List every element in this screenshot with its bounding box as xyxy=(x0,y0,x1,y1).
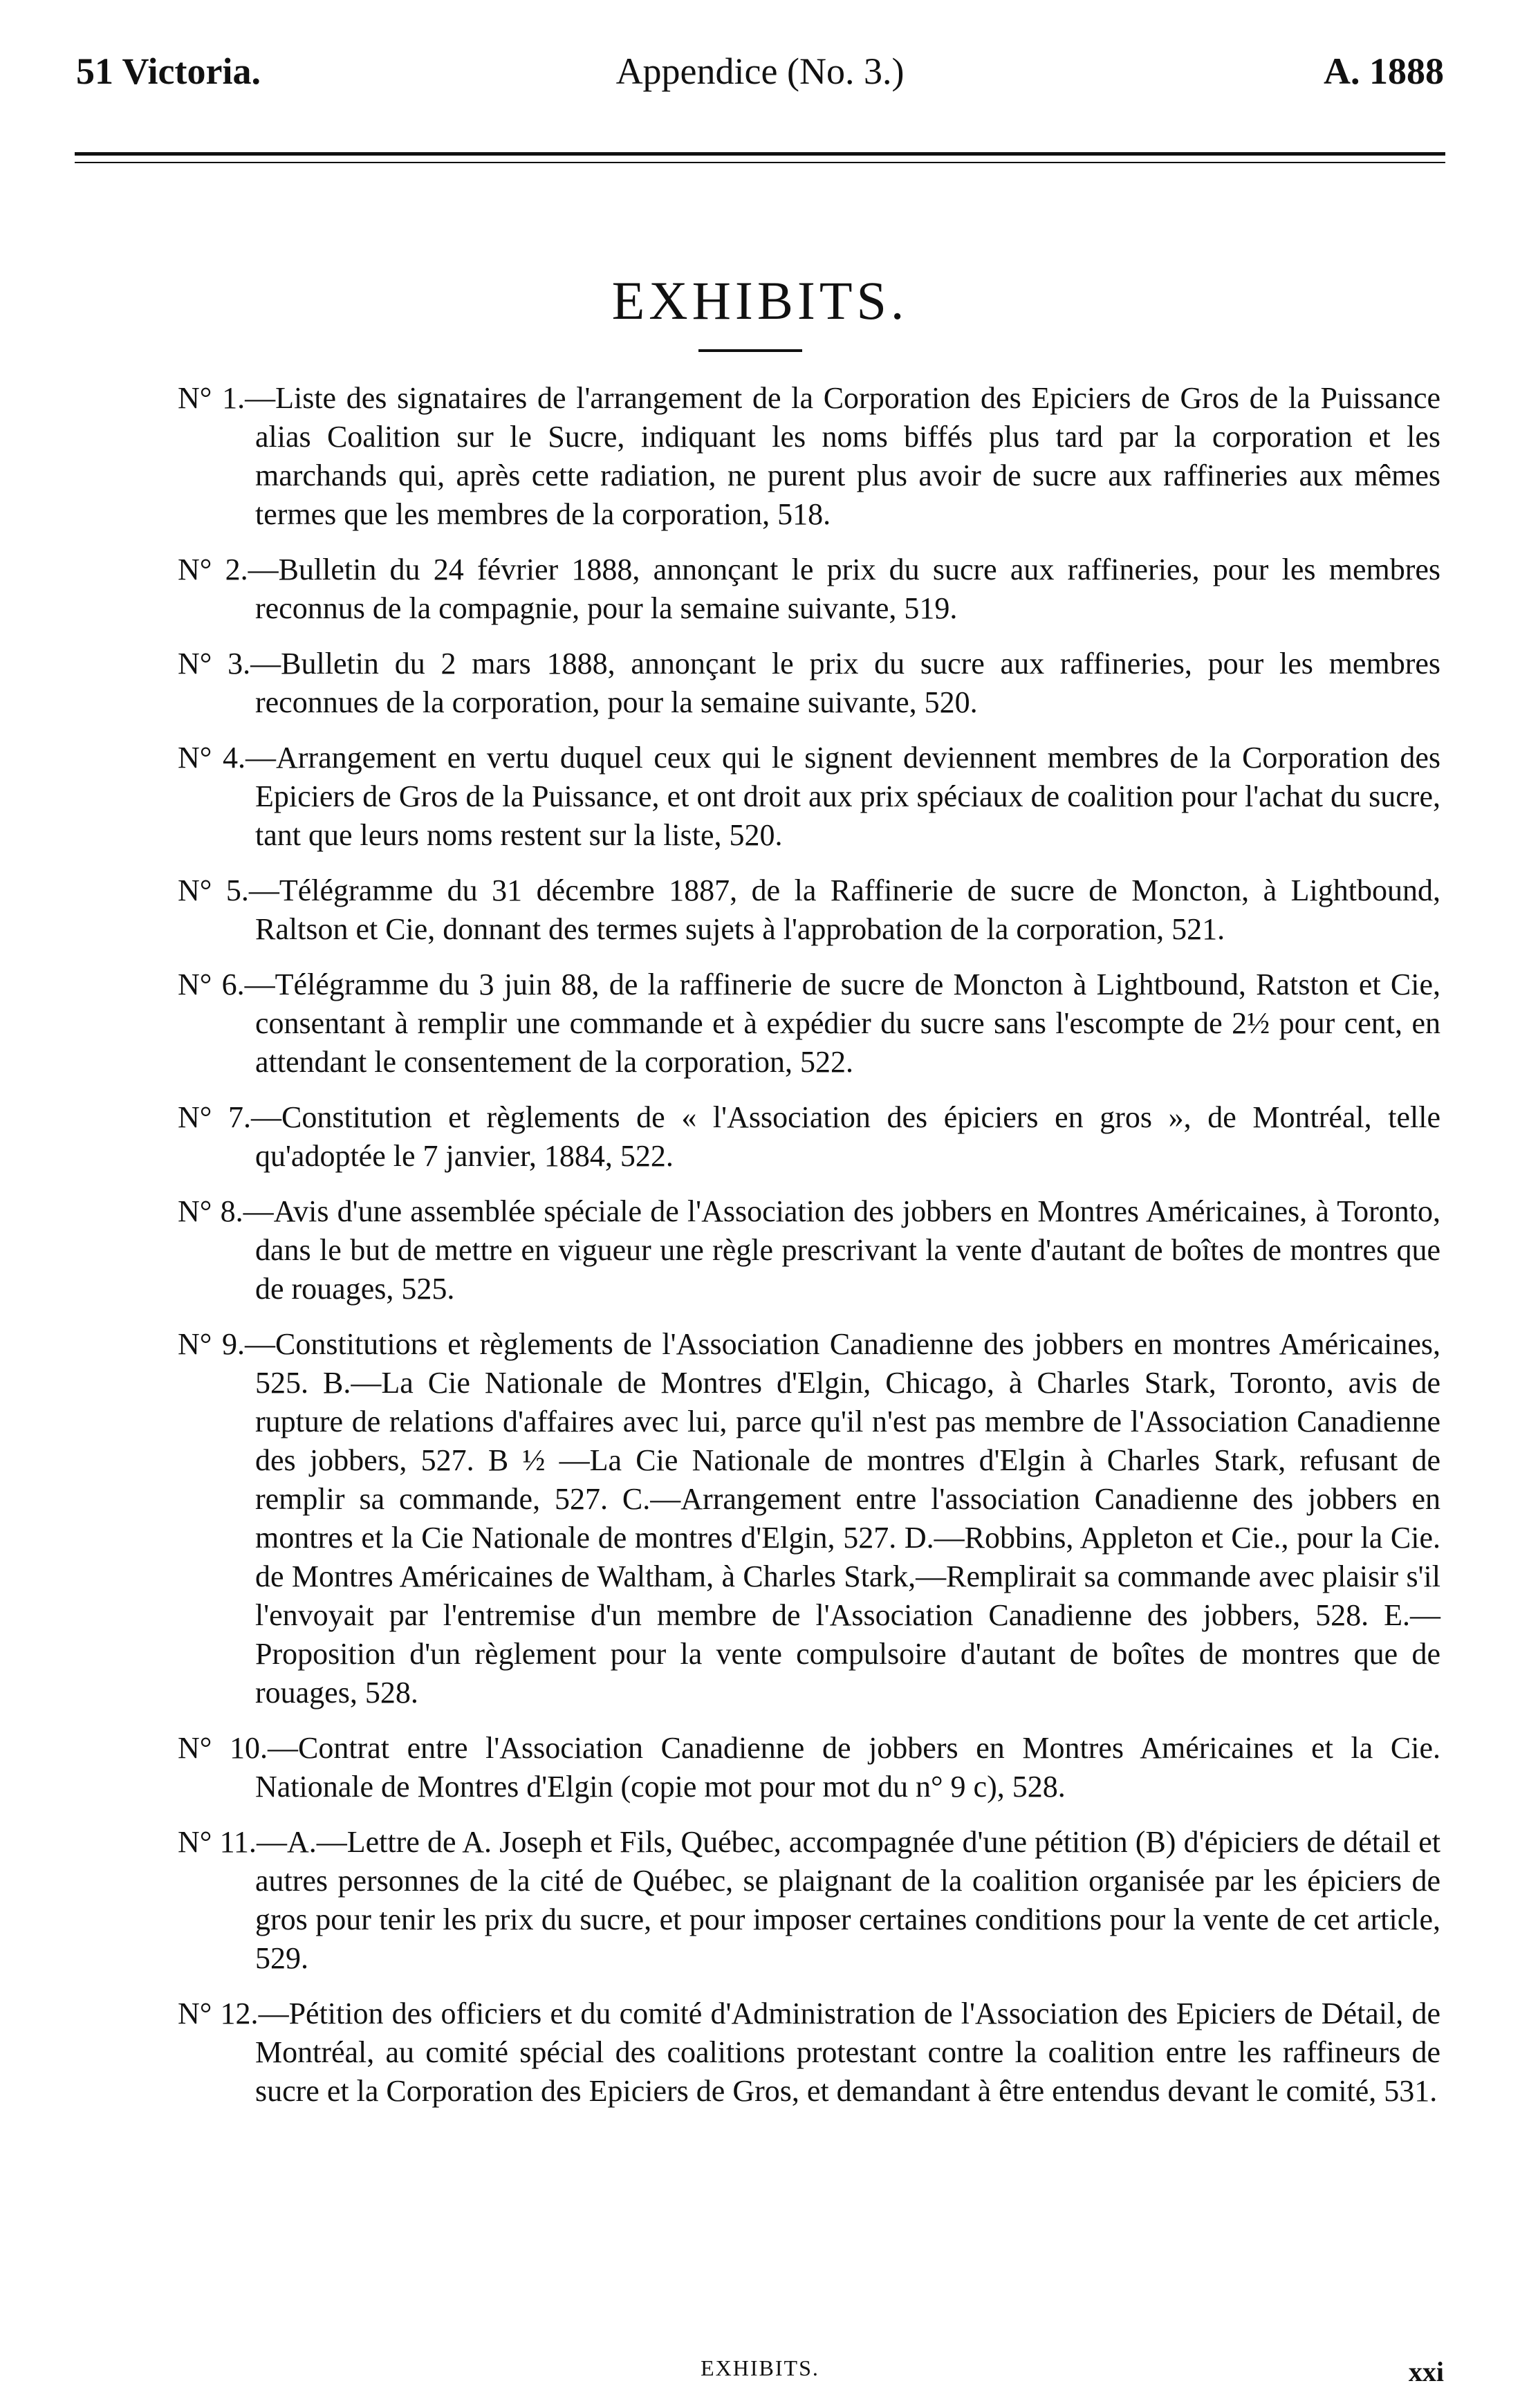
exhibit-entry xyxy=(80,1823,1440,1978)
exhibit-list xyxy=(80,379,1440,2127)
exhibit-text: —Arrangement en vertu duquel ceux qui le signent deviennent membres de la Corporation des Epiciers de Gros de la Puissance, et ont droit aux prix spéciaux de coalition pour l'achat du sucre, tant que leurs noms restent sur la liste, 520. xyxy=(245,741,1440,852)
exhibit-number: N° 12. xyxy=(178,1997,259,2030)
exhibit-entry xyxy=(80,1192,1440,1308)
exhibit-entry xyxy=(80,1729,1440,1806)
exhibit-entry xyxy=(80,965,1440,1082)
exhibit-number: N° 9. xyxy=(178,1327,245,1361)
exhibit-text: —Constitution et règlements de « l'Association des épiciers en gros », de Montréal, telle qu'adoptée le 7 janvier, 1884, 522. xyxy=(250,1100,1440,1173)
exhibit-text: —Bulletin du 2 mars 1888, annonçant le prix du sucre aux raffineries, pour les membres reconnues de la corporation, pour la semaine suivante, 520. xyxy=(250,647,1440,719)
exhibit-number: N° 10. xyxy=(178,1731,268,1765)
page-title: EXHIBITS. xyxy=(611,270,909,331)
exhibit-number: N° 2. xyxy=(178,553,248,586)
exhibit-number: N° 1. xyxy=(178,381,245,415)
exhibit-number: N° 7. xyxy=(178,1100,251,1134)
header-rule-thin xyxy=(75,162,1445,163)
exhibit-entry xyxy=(80,1098,1440,1176)
page-footer xyxy=(76,2355,1444,2390)
exhibit-text: —Contrat entre l'Association Canadienne de jobbers en Montres Américaines et la Cie. Nationale de Montres d'Elgin (copie mot pour mot du n° 9 c), 528. xyxy=(255,1731,1440,1804)
exhibit-number: N° 8. xyxy=(178,1194,243,1228)
exhibit-number: N° 3. xyxy=(178,647,251,680)
exhibit-text: —Avis d'une assemblée spéciale de l'Association des jobbers en Montres Américaines, à Toronto, dans le but de mettre en vigueur une règle prescrivant la vente d'autant de boîtes de montres que de rouages, 525. xyxy=(243,1194,1440,1306)
header-rule-thick xyxy=(75,152,1445,156)
exhibit-text: —Liste des signataires de l'arrangement de la Corporation des Epiciers de Gros de la Puissance alias Coalition sur le Sucre, indiquant les noms biffés plus tard par la corporation et les marchands qui, après cette radiation, ne purent plus avoir de sucre aux raffineries aux mêmes termes que les membres de la corporation, 518. xyxy=(245,381,1441,531)
footer-catchword: EXHIBITS. xyxy=(701,2355,819,2380)
header-left: 51 Victoria. xyxy=(76,50,261,92)
exhibit-entry xyxy=(80,645,1440,722)
exhibit-entry xyxy=(80,550,1440,628)
exhibit-entry xyxy=(80,871,1440,949)
exhibit-number: N° 11. xyxy=(178,1825,257,1859)
exhibit-entry xyxy=(80,1994,1440,2111)
exhibit-entry xyxy=(80,739,1440,855)
exhibit-text: —Télégramme du 31 décembre 1887, de la Raffinerie de sucre de Moncton, à Lightbound, Raltson et Cie, donnant des termes sujets à l'approbation de la corporation, 521. xyxy=(248,873,1440,946)
exhibit-text: —Pétition des officiers et du comité d'Administration de l'Association des Epiciers de Détail, de Montréal, au comité spécial des coalitions protestant contre la coalition entre les raffineurs de sucre et la Corporation des Epiciers de Gros, et demandant à être entendus devant le comité, 531. xyxy=(255,1997,1440,2108)
exhibit-entry xyxy=(80,1325,1440,1712)
exhibit-text: —A.—Lettre de A. Joseph et Fils, Québec, accompagnée d'une pétition (B) d'épiciers de détail et autres personnes de la cité de Québec, se plaignant de la coalition organisée par les épiciers de gros pour tenir les prix du sucre, et pour imposer certaines conditions pour la vente de cet article, 529. xyxy=(255,1825,1440,1975)
running-head xyxy=(76,50,1444,112)
header-right: A. 1888 xyxy=(1324,50,1444,92)
page-number: xxi xyxy=(1408,2356,1444,2387)
exhibit-text: —Bulletin du 24 février 1888, annonçant le prix du sucre aux raffineries, pour les membres reconnus de la compagnie, pour la semaine suivante, 519. xyxy=(248,553,1441,625)
exhibit-entry xyxy=(80,379,1440,534)
exhibit-number: N° 5. xyxy=(178,873,249,907)
exhibit-number: N° 6. xyxy=(178,967,245,1001)
title-rule xyxy=(698,349,802,352)
exhibit-number: N° 4. xyxy=(178,741,245,775)
exhibit-text: —Constitutions et règlements de l'Association Canadienne des jobbers en montres Américaines, 525. B.—La Cie Nationale de Montres d'Elgin, Chicago, à Charles Stark, Toronto, avis de rupture de relations d'affaires avec lui, parce qu'il n'est pas membre de l'Association Canadienne des jobbers, 527. B ½ —La Cie Nationale de montres d'Elgin à Charles Stark, refusant de remplir sa commande, 527. C.—Arrangement entre l'association Canadienne des jobbers en montres et la Cie Nationale de montres d'Elgin, 527. D.—Robbins, Appleton et Cie., pour la Cie. de Montres Américaines de Waltham, à Charles Stark,—Remplirait sa commande avec plaisir s'il l'envoyait par l'entremise d'un membre de l'Association Canadienne des jobbers, 528. E.—Proposition d'un règlement pour la vente compulsoire d'autant de boîtes de montres que de rouages, 528. xyxy=(244,1327,1441,1710)
exhibit-text: —Télégramme du 3 juin 88, de la raffinerie de sucre de Moncton à Lightbound, Ratston et Cie, consentant à remplir une commande et à expédier du sucre sans l'escompte de 2½ pour cent, en attendant le consentement de la corporation, 522. xyxy=(244,967,1440,1079)
header-center: Appendice (No. 3.) xyxy=(615,50,905,92)
